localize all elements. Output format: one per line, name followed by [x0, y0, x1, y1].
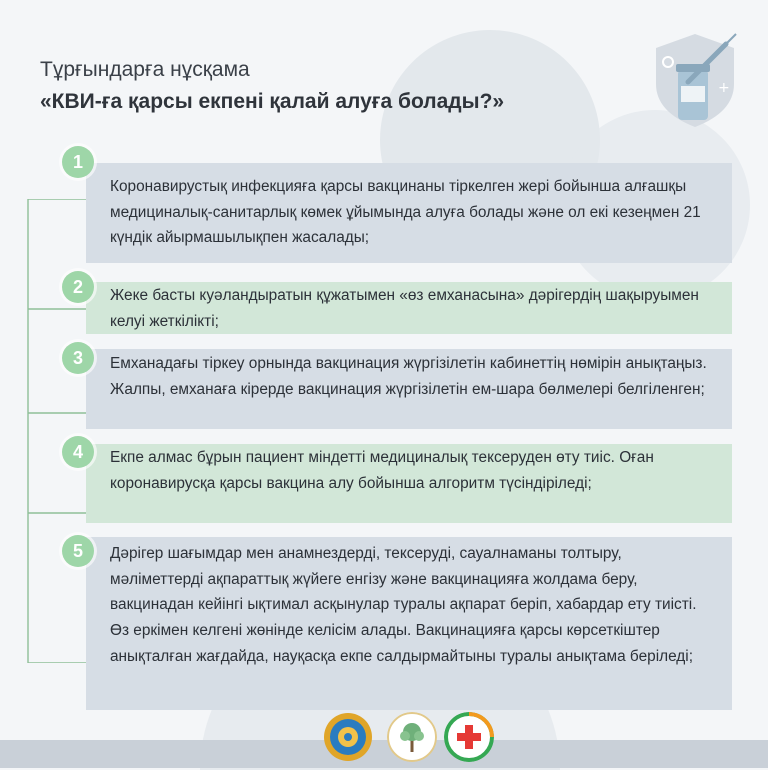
step-3-badge: 3 [62, 342, 94, 374]
step-4-text: Екпе алмас бұрын пациент міндетті медициналық тексеруден өту тиіс. Оған коронавирусқа қарсы вакцина алу бойынша алгоритм түсіндіріледі; [110, 449, 654, 492]
step-3-panel [86, 349, 732, 429]
step-2-panel [86, 282, 732, 334]
svg-text:+: + [718, 80, 730, 96]
step-2-badge: 2 [62, 271, 94, 303]
steps-bracket-lines [26, 199, 90, 663]
step-5-panel [86, 537, 732, 710]
step-2-text: Жеке басты куәландыратын құжатымен «өз емханасына» дәрігердің шақыруымен келуі жеткілікті; [110, 287, 699, 330]
step-5-badge: 5 [62, 535, 94, 567]
medical-cross-logo [444, 712, 494, 762]
step-3-text: Емханадағы тіркеу орнында вакцинация жүргізілетін кабинеттің нөмірін анықтаңыз. Жалпы, емханаға кірерде вакцинация жүргізілетін ем-шара бөлмелері белгіленген; [110, 355, 707, 398]
tree-logo [387, 712, 437, 762]
step-1-text: Коронавирустық инфекцияға қарсы вакцинаны тіркелген жері бойынша алғашқы медициналық-санитарлық көмек ұйымында алуға болады және ол екі кезеңмен 21 күндік айырмашылықпен жасалады; [110, 178, 701, 247]
page-subtitle: Тұрғындарға нұсқама [40, 58, 250, 81]
page-title: «КВИ-ға қарсы екпені қалай алуға болады?» [40, 90, 505, 113]
header [40, 58, 504, 114]
emblem-logo [323, 712, 373, 762]
footer-band [0, 740, 768, 768]
step-4-badge: 4 [62, 436, 94, 468]
step-1-badge: 1 [62, 146, 94, 178]
step-5-text: Дәрігер шағымдар мен анамнездерді, тексеруді, сауалнаманы толтыру, мәліметтерді ақпараттық жүйеге енгізу және вакцинацияға жолдама беру, вакцинадан кейінгі ықтимал асқынулар туралы ақпарат беріп, хабардар ету тиісті. Өз еркімен келгені жөнінде келісім алады. Вакцинацияға қарсы көрсеткіштер анықталған жағдайда, науқасқа екпе салдырмайтыны туралы анықтама беріледі; [110, 545, 697, 665]
step-4-panel [86, 444, 732, 523]
vaccine-vial-syringe-icon [648, 30, 742, 130]
step-1-panel [86, 163, 732, 263]
